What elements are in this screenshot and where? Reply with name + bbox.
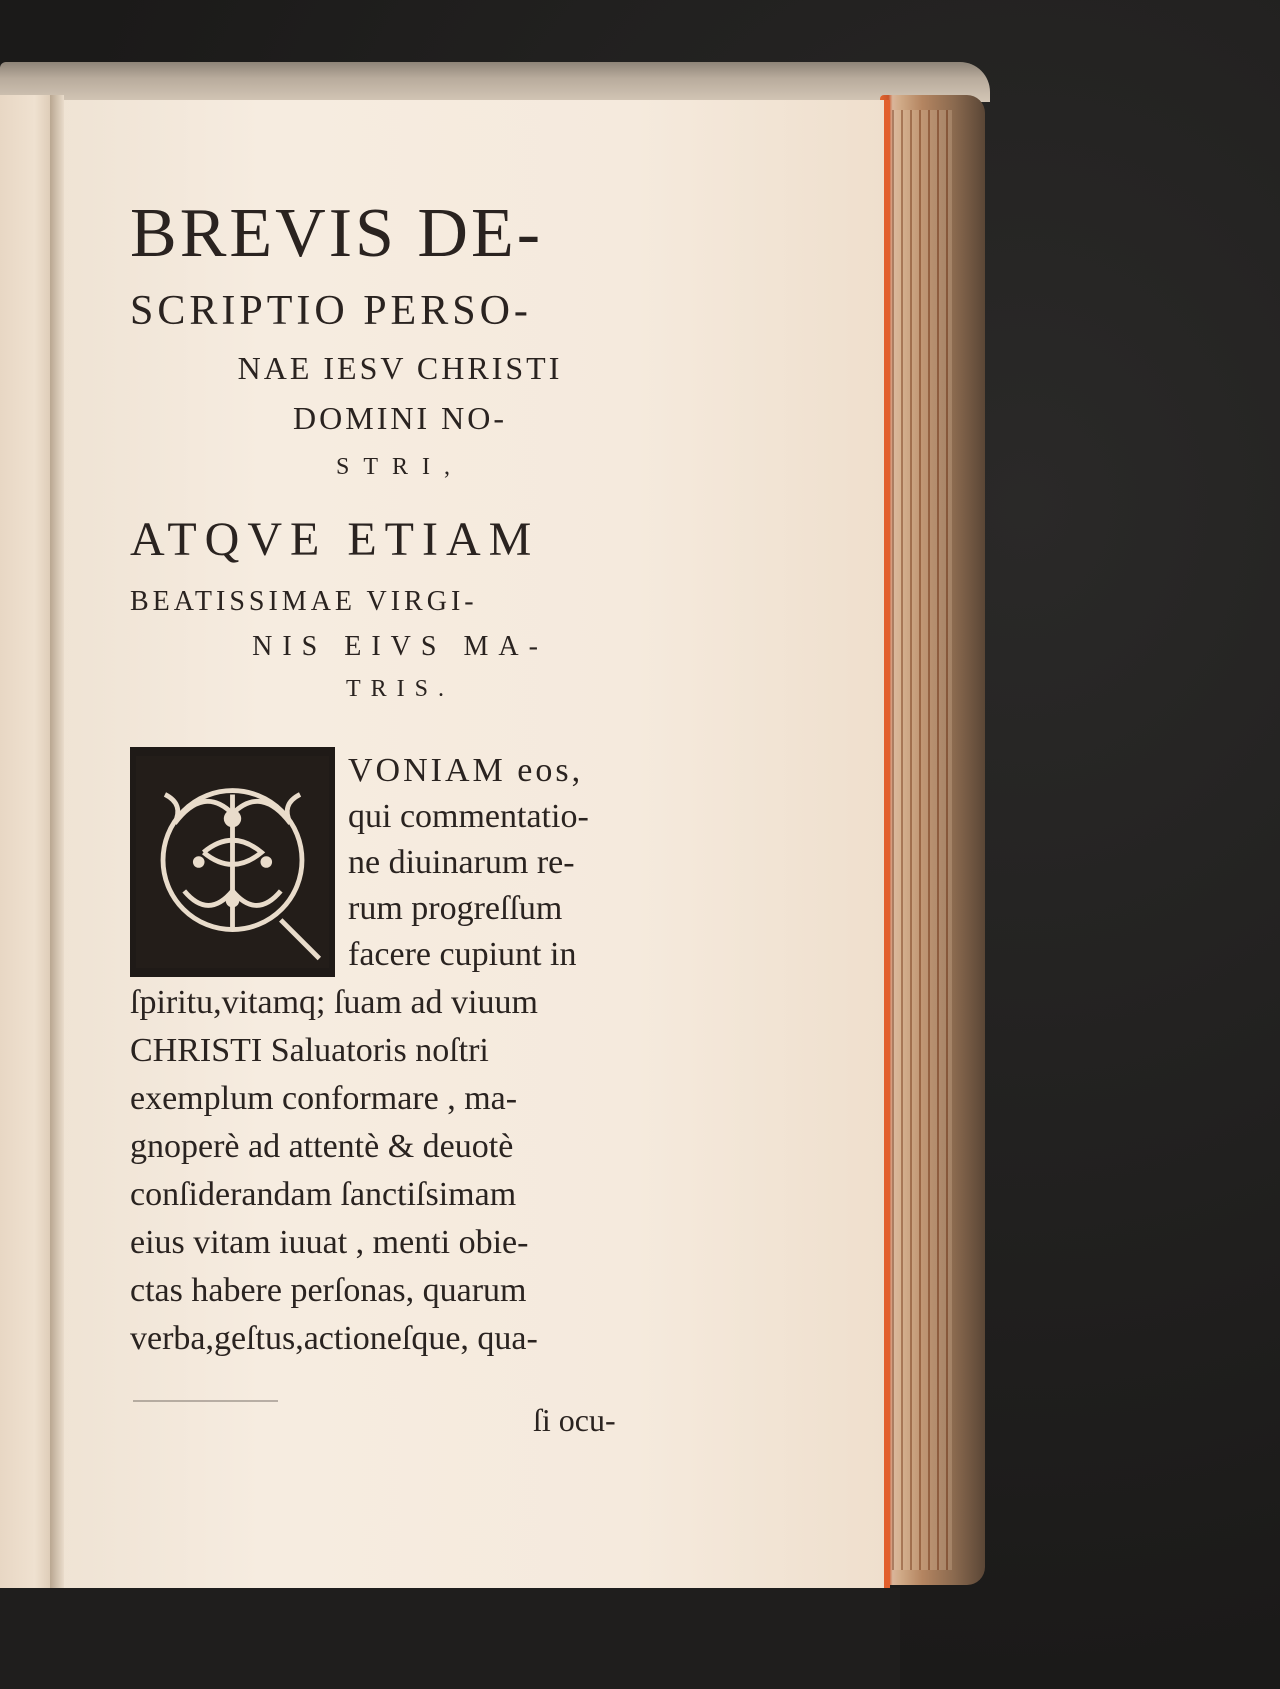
body-line-4: rum progreſſum xyxy=(348,890,563,927)
subtitle-line-4: TRIS. xyxy=(345,676,454,702)
body-line-10: conſiderandam ſanctiſsimam xyxy=(130,1176,517,1213)
title-line-2: SCRIPTIO PERSO- xyxy=(130,288,532,334)
body-line-5: facere cupiunt in xyxy=(348,936,577,973)
subtitle-line-1: ATQVE ETIAM xyxy=(130,513,540,566)
title-line-3: NAE IESV CHRISTI xyxy=(237,350,563,386)
body-line-7: CHRISTI Saluatoris noſtri xyxy=(130,1032,489,1069)
page-text xyxy=(130,195,670,1357)
scan-bottom-background xyxy=(0,1588,900,1689)
body-line-12: ctas habere perſonas, quarum xyxy=(130,1272,527,1309)
body-line-1: VONIAM eos, xyxy=(348,752,584,789)
body-line-11: eius vitam iuuat , menti obie- xyxy=(130,1224,529,1261)
footer-rule xyxy=(133,1400,278,1402)
body-line-2: qui commentatio- xyxy=(348,798,589,835)
title-line-1: BREVIS DE- xyxy=(130,195,544,272)
book-gutter xyxy=(50,95,64,1595)
subtitle-line-3: NIS EIVS MA- xyxy=(252,631,548,662)
book-top-edge xyxy=(0,62,990,102)
body-line-9: gnoperè ad attentè & deuotè xyxy=(130,1128,514,1165)
body-line-6: ſpiritu,vitamq; ſuam ad viuum xyxy=(130,984,538,1021)
ornament-icon xyxy=(136,753,329,971)
body-text xyxy=(130,747,670,1357)
subtitle-line-2: BEATISSIMAE VIRGI- xyxy=(130,586,478,617)
body-line-8: exemplum conformare , ma- xyxy=(130,1080,518,1117)
page-edges xyxy=(892,110,952,1570)
decorated-initial-q xyxy=(130,747,335,977)
body-line-3: ne diuinarum re- xyxy=(348,844,575,881)
catchword: ſi ocu- xyxy=(533,1402,616,1438)
body-line-13: verba,geſtus,actioneſque, qua- xyxy=(130,1320,538,1357)
title-line-4: DOMINI NO- xyxy=(293,400,507,436)
title-line-5: STRI, xyxy=(335,454,464,480)
